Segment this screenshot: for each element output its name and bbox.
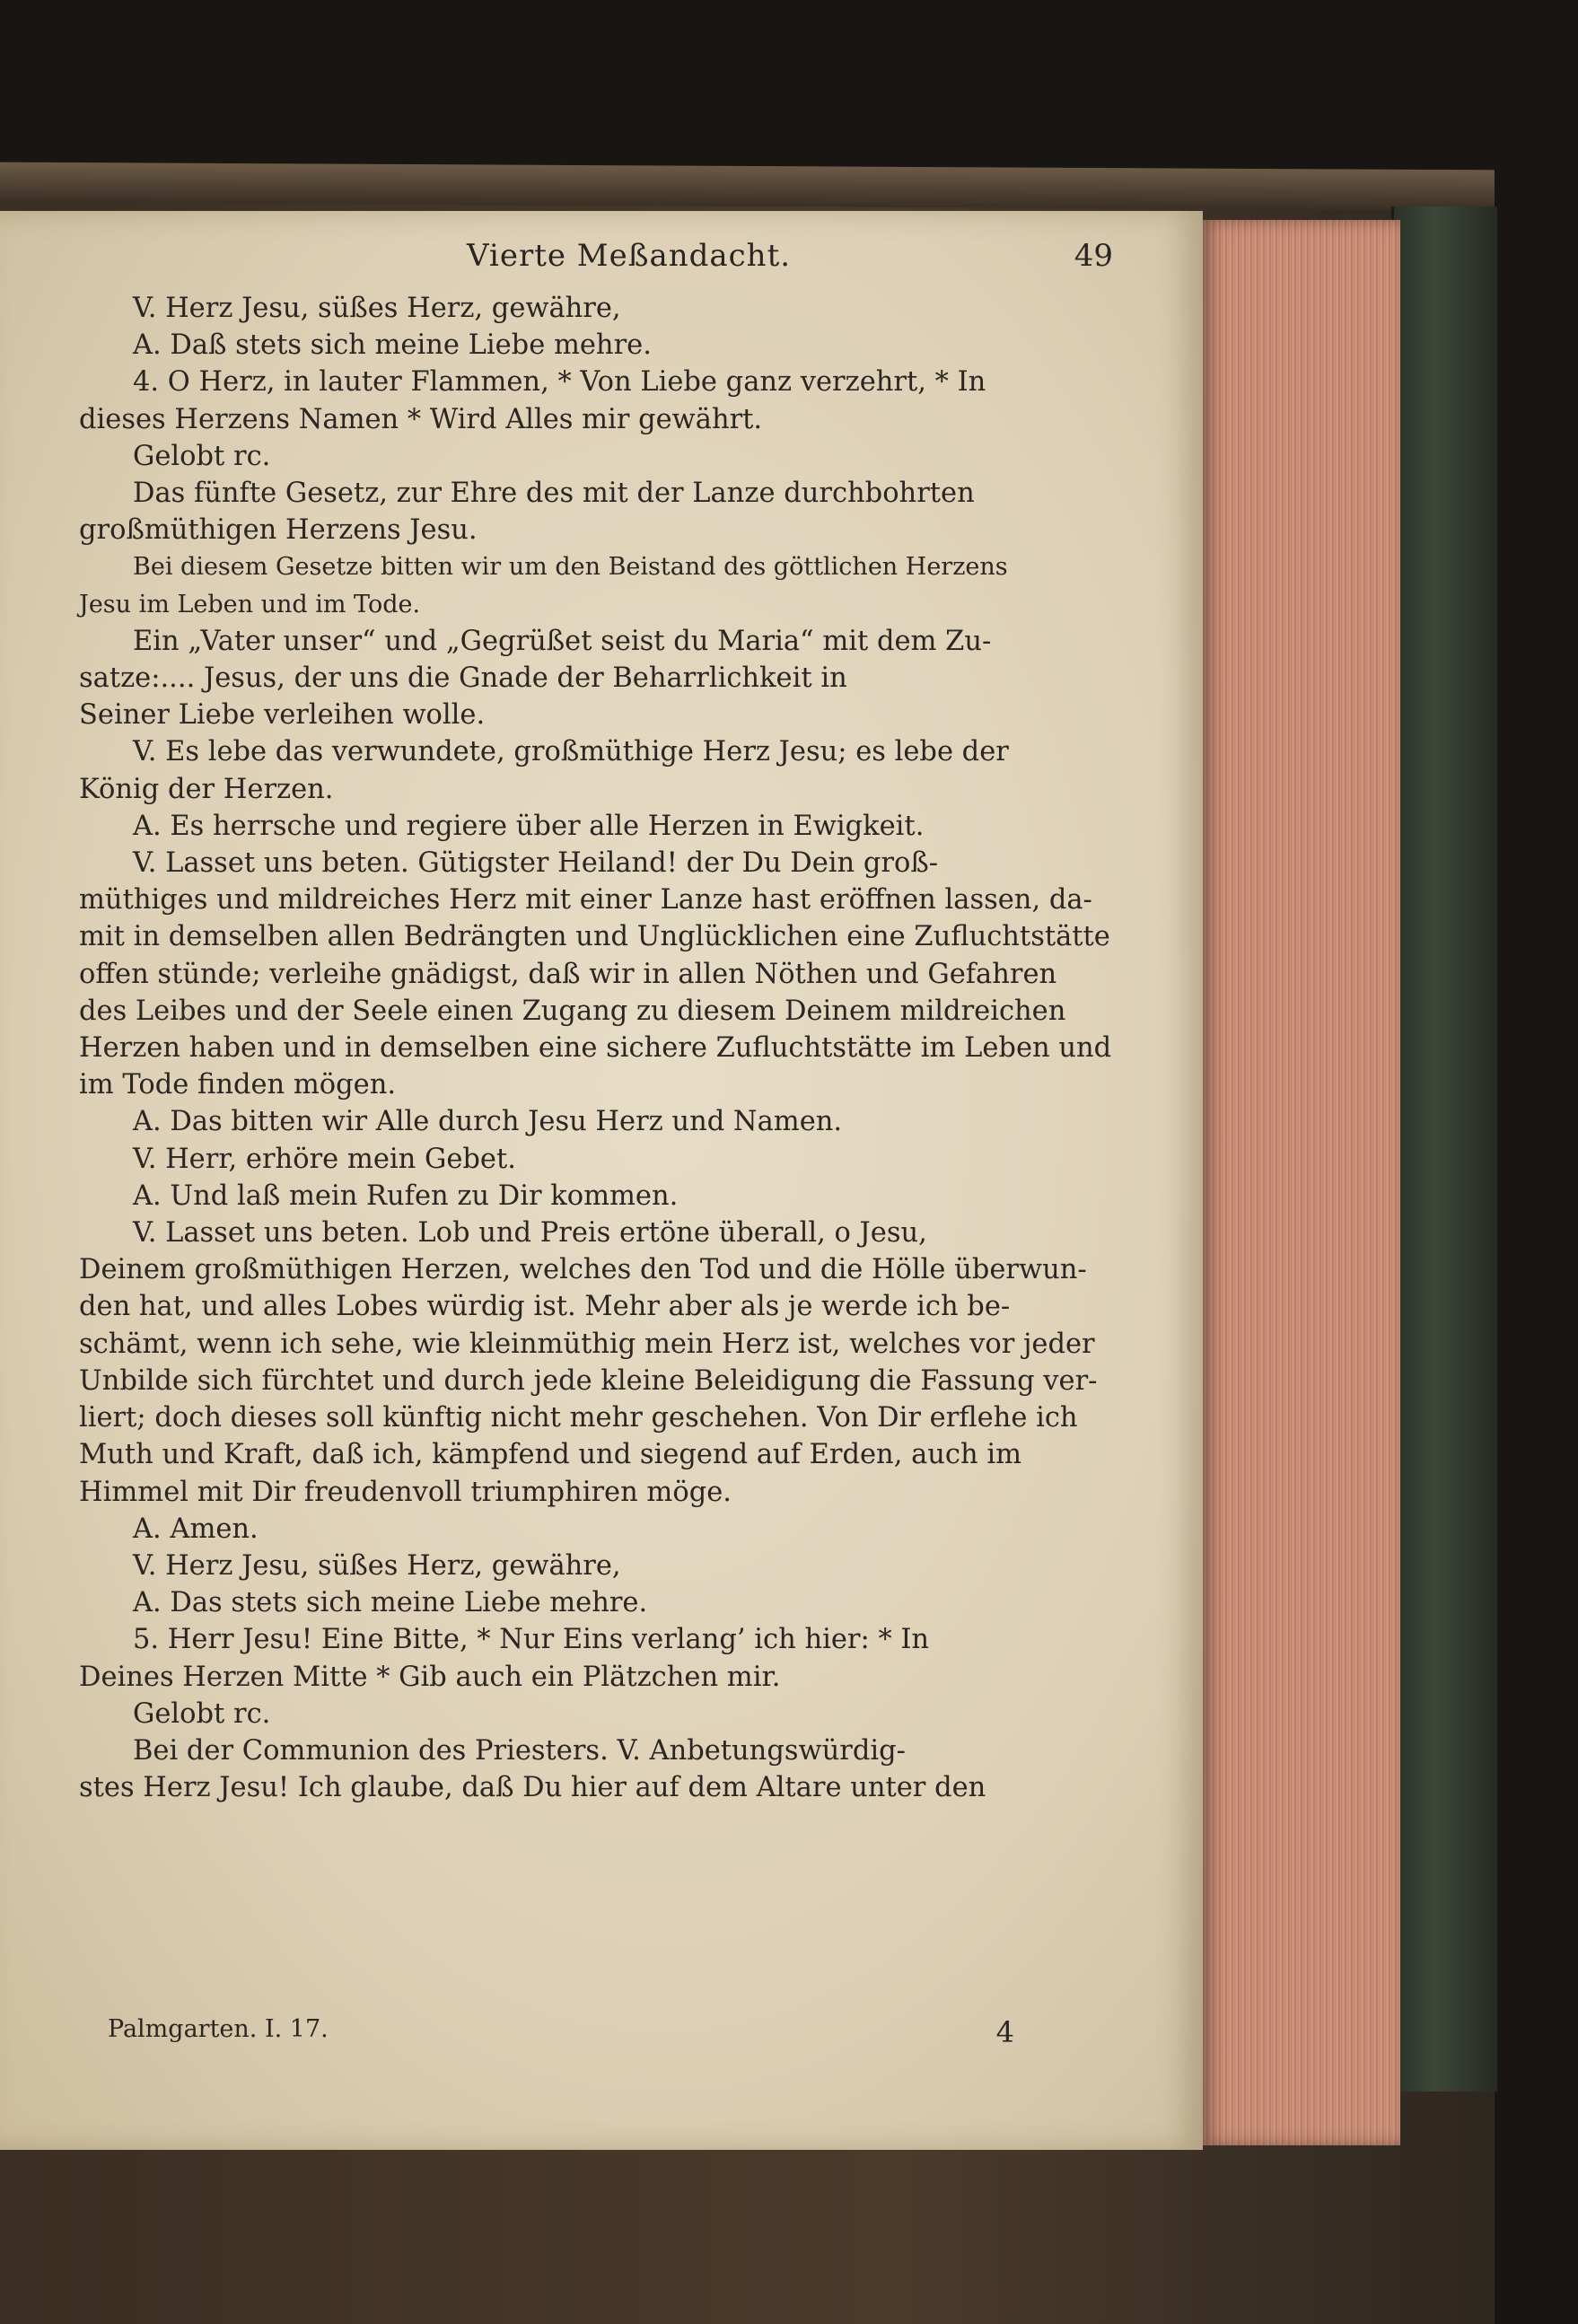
body-text bbox=[79, 290, 1113, 1806]
book-page bbox=[0, 211, 1203, 2150]
text-line: großmüthigen Herzens Jesu. bbox=[79, 514, 478, 547]
page-header bbox=[72, 238, 1113, 283]
text-line: den hat, und alles Lobes würdig ist. Mehr aber als je werde ich be- bbox=[79, 1291, 1011, 1323]
text-line: Himmel mit Dir freudenvoll triumphiren möge. bbox=[79, 1476, 732, 1508]
text-line: müthiges und mildreiches Herz mit einer Lanze hast eröffnen lassen, da- bbox=[79, 884, 1092, 916]
text-line: A. Das stets sich meine Liebe mehre. bbox=[133, 1587, 648, 1619]
text-line: Ein „Vater unser“ und „Gegrüßet seist du Maria“ mit dem Zu- bbox=[133, 625, 992, 657]
text-line: 4. O Herz, in lauter Flammen, * Von Liebe ganz verzehrt, * In bbox=[133, 366, 986, 399]
page-edges bbox=[1203, 220, 1400, 2145]
text-line: Das fünfte Gesetz, zur Ehre des mit der Lanze durchbohrten bbox=[133, 478, 975, 510]
text-line: Bei diesem Gesetze bitten wir um den Beistand des göttlichen Herzens bbox=[133, 553, 1008, 582]
text-line: V. Herz Jesu, süßes Herz, gewähre, bbox=[133, 293, 621, 324]
text-line: Herzen haben und in demselben eine sichere Zufluchtstätte im Leben und bbox=[79, 1032, 1112, 1065]
running-title: Vierte Meßandacht. bbox=[467, 238, 792, 274]
text-line: Seiner Liebe verleihen wolle. bbox=[79, 699, 486, 732]
book-spine bbox=[1391, 206, 1497, 2092]
text-line: stes Herz Jesu! Ich glaube, daß Du hier auf dem Altare unter den bbox=[79, 1772, 986, 1804]
signature-number: 4 bbox=[995, 2015, 1014, 2049]
text-line: dieses Herzens Namen * Wird Alles mir gewährt. bbox=[79, 403, 763, 435]
text-line: Muth und Kraft, daß ich, kämpfend und siegend auf Erden, auch im bbox=[79, 1439, 1022, 1471]
text-line: Deinem großmüthigen Herzen, welches den Tod und die Hölle überwun- bbox=[79, 1254, 1087, 1286]
text-line: Jesu im Leben und im Tode. bbox=[79, 590, 421, 618]
text-line: A. Das bitten wir Alle durch Jesu Herz und Namen. bbox=[133, 1106, 843, 1138]
text-line: A. Daß stets sich meine Liebe mehre. bbox=[133, 329, 652, 362]
text-line: Gelobt rc. bbox=[133, 440, 271, 472]
text-line: schämt, wenn ich sehe, wie kleinmüthig mein Herz ist, welches vor jeder bbox=[79, 1328, 1095, 1360]
text-line: mit in demselben allen Bedrängten und Unglücklichen eine Zufluchtstätte bbox=[79, 921, 1110, 953]
text-line: im Tode finden mögen. bbox=[79, 1069, 397, 1101]
cover-top-edge bbox=[0, 162, 1495, 211]
text-line: A. Amen. bbox=[133, 1513, 259, 1545]
text-line: Bei der Communion des Priesters. V. Anbetungswürdig- bbox=[133, 1734, 906, 1767]
text-line: V. Lasset uns beten. Lob und Preis ertöne überall, o Jesu, bbox=[133, 1217, 927, 1250]
text-line: Gelobt rc. bbox=[133, 1697, 271, 1730]
text-line: 5. Herr Jesu! Eine Bitte, * Nur Eins verlang’ ich hier: * In bbox=[133, 1624, 930, 1656]
text-line: V. Es lebe das verwundete, großmüthige Herz Jesu; es lebe der bbox=[133, 736, 1009, 768]
text-line: A. Es herrsche und regiere über alle Herzen in Ewigkeit. bbox=[133, 810, 925, 842]
text-line: V. Lasset uns beten. Gütigster Heiland! der Du Dein groß- bbox=[133, 847, 938, 880]
page-footer bbox=[108, 2015, 1014, 2056]
text-line: satze:.... Jesus, der uns die Gnade der Beharrlichkeit in bbox=[79, 662, 847, 695]
text-line: V. Herr, erhöre mein Gebet. bbox=[133, 1143, 516, 1175]
text-line: offen stünde; verleihe gnädigst, daß wir in allen Nöthen und Gefahren bbox=[79, 958, 1057, 990]
text-line: des Leibes und der Seele einen Zugang zu diesem Deinem mildreichen bbox=[79, 995, 1066, 1027]
signature-mark: Palmgarten. I. 17. bbox=[108, 2015, 329, 2043]
page-number: 49 bbox=[1074, 238, 1113, 274]
text-line: V. Herz Jesu, süßes Herz, gewähre, bbox=[133, 1549, 621, 1582]
text-line: Unbilde sich fürchtet und durch jede kleine Beleidigung die Fassung ver- bbox=[79, 1364, 1098, 1397]
text-line: A. Und laß mein Rufen zu Dir kommen. bbox=[133, 1180, 679, 1212]
text-line: Deines Herzen Mitte * Gib auch ein Plätzchen mir. bbox=[79, 1661, 781, 1693]
text-line: liert; doch dieses soll künftig nicht mehr geschehen. Von Dir erflehe ich bbox=[79, 1402, 1078, 1434]
text-line: König der Herzen. bbox=[79, 773, 334, 805]
